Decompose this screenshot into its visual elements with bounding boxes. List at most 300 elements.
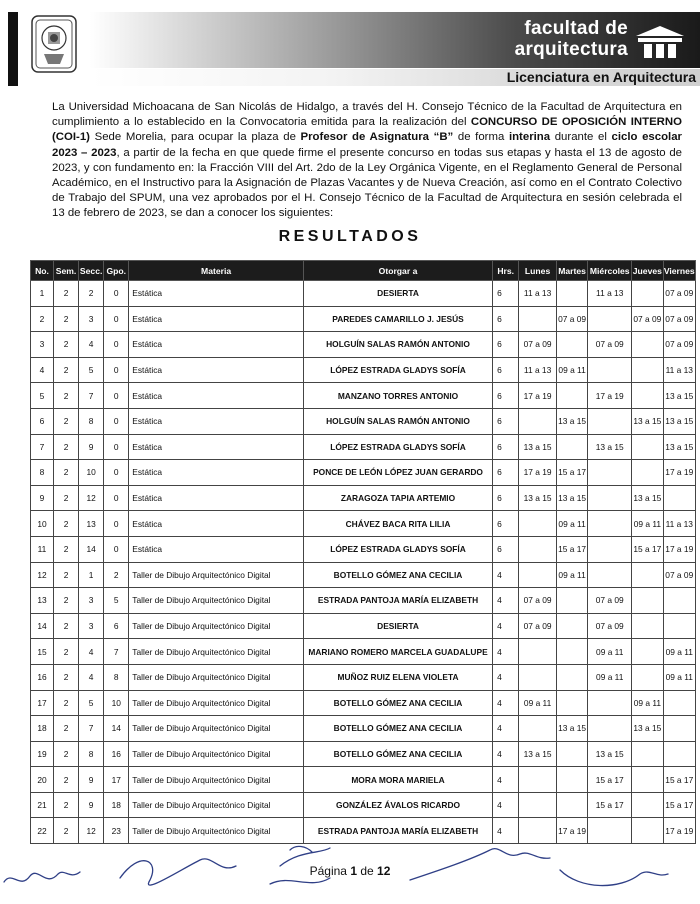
cell-gpo: 8 [104, 664, 129, 690]
cell-martes [556, 664, 587, 690]
cell-no: 14 [31, 613, 54, 639]
cell-otorgar: MUÑOZ RUIZ ELENA VIOLETA [303, 664, 492, 690]
cell-gpo: 5 [104, 588, 129, 614]
cell-secc: 4 [79, 664, 104, 690]
cell-no: 20 [31, 767, 54, 793]
table-row [31, 408, 696, 434]
table-row [31, 792, 696, 818]
faculty-name-line2: arquitectura [514, 39, 628, 60]
cell-viernes: 17 a 19 [663, 460, 695, 486]
cell-sem: 2 [54, 357, 79, 383]
results-title: RESULTADOS [278, 228, 422, 245]
cell-viernes [663, 588, 695, 614]
cell-secc: 12 [79, 485, 104, 511]
cell-materia: Taller de Dibujo Arquitectónico Digital [129, 716, 304, 742]
cell-lunes: 17 a 19 [519, 460, 557, 486]
cell-martes [556, 767, 587, 793]
cell-gpo: 16 [104, 741, 129, 767]
cell-jueves [632, 434, 663, 460]
cell-sem: 2 [54, 408, 79, 434]
cell-sem: 2 [54, 613, 79, 639]
cell-martes [556, 434, 587, 460]
cell-gpo: 0 [104, 408, 129, 434]
cell-lunes: 07 a 09 [519, 588, 557, 614]
cell-miercoles [588, 511, 632, 537]
cell-jueves: 15 a 17 [632, 536, 663, 562]
cell-secc: 8 [79, 408, 104, 434]
faculty-logo-icon [634, 24, 686, 60]
column-header-secc: Secc. [79, 261, 104, 281]
cell-jueves [632, 588, 663, 614]
cell-viernes [663, 716, 695, 742]
cell-otorgar: MARIANO ROMERO MARCELA GUADALUPE [303, 639, 492, 665]
cell-martes [556, 281, 587, 307]
cell-materia: Taller de Dibujo Arquitectónico Digital [129, 562, 304, 588]
cell-viernes: 15 a 17 [663, 767, 695, 793]
cell-otorgar: BOTELLO GÓMEZ ANA CECILIA [303, 562, 492, 588]
intro-bold-position: Profesor de Asignatura “B” [300, 131, 454, 144]
cell-materia: Taller de Dibujo Arquitectónico Digital [129, 588, 304, 614]
cell-otorgar: DESIERTA [303, 281, 492, 307]
cell-secc: 14 [79, 536, 104, 562]
page-header [8, 12, 700, 86]
table-body [31, 281, 696, 844]
cell-otorgar: ZARAGOZA TAPIA ARTEMIO [303, 485, 492, 511]
table-row [31, 767, 696, 793]
cell-jueves [632, 460, 663, 486]
cell-lunes: 13 a 15 [519, 485, 557, 511]
cell-secc: 3 [79, 613, 104, 639]
page-current: 1 [350, 864, 357, 878]
cell-no: 15 [31, 639, 54, 665]
cell-viernes [663, 741, 695, 767]
cell-materia: Estática [129, 536, 304, 562]
cell-miercoles: 11 a 13 [588, 281, 632, 307]
cell-gpo: 0 [104, 536, 129, 562]
cell-no: 21 [31, 792, 54, 818]
cell-jueves [632, 281, 663, 307]
cell-miercoles [588, 562, 632, 588]
cell-no: 18 [31, 716, 54, 742]
column-header-martes: Martes [556, 261, 587, 281]
column-header-jueves: Jueves [632, 261, 663, 281]
cell-hrs: 6 [493, 485, 519, 511]
cell-miercoles: 07 a 09 [588, 588, 632, 614]
cell-jueves [632, 639, 663, 665]
cell-miercoles: 15 a 17 [588, 792, 632, 818]
cell-no: 10 [31, 511, 54, 537]
cell-jueves: 09 a 11 [632, 511, 663, 537]
table-row [31, 434, 696, 460]
cell-jueves [632, 767, 663, 793]
cell-otorgar: MORA MORA MARIELA [303, 767, 492, 793]
cell-jueves [632, 383, 663, 409]
cell-sem: 2 [54, 818, 79, 844]
cell-materia: Taller de Dibujo Arquitectónico Digital [129, 767, 304, 793]
cell-miercoles [588, 306, 632, 332]
cell-martes [556, 383, 587, 409]
cell-secc: 10 [79, 460, 104, 486]
column-header-otorgar: Otorgar a [303, 261, 492, 281]
cell-miercoles [588, 460, 632, 486]
cell-lunes: 17 a 19 [519, 383, 557, 409]
cell-gpo: 18 [104, 792, 129, 818]
cell-secc: 7 [79, 383, 104, 409]
cell-sem: 2 [54, 690, 79, 716]
cell-otorgar: BOTELLO GÓMEZ ANA CECILIA [303, 690, 492, 716]
intro-text-2: Sede Morelia, para ocupar la plaza de [89, 131, 301, 144]
cell-otorgar: HOLGUÍN SALAS RAMÓN ANTONIO [303, 408, 492, 434]
table-row [31, 588, 696, 614]
cell-jueves: 09 a 11 [632, 690, 663, 716]
cell-lunes: 09 a 11 [519, 690, 557, 716]
cell-sem: 2 [54, 792, 79, 818]
cell-miercoles [588, 818, 632, 844]
table-row [31, 690, 696, 716]
cell-no: 9 [31, 485, 54, 511]
cell-viernes: 15 a 17 [663, 792, 695, 818]
cell-materia: Estática [129, 357, 304, 383]
cell-viernes: 17 a 19 [663, 536, 695, 562]
university-seal-icon [30, 14, 78, 74]
cell-jueves [632, 562, 663, 588]
cell-lunes [519, 639, 557, 665]
cell-jueves [632, 664, 663, 690]
cell-materia: Taller de Dibujo Arquitectónico Digital [129, 792, 304, 818]
table-row [31, 639, 696, 665]
cell-sem: 2 [54, 511, 79, 537]
cell-hrs: 4 [493, 613, 519, 639]
cell-martes: 15 a 17 [556, 536, 587, 562]
cell-lunes: 07 a 09 [519, 613, 557, 639]
cell-materia: Estática [129, 485, 304, 511]
cell-miercoles: 07 a 09 [588, 332, 632, 358]
column-header-viernes: Viernes [663, 261, 695, 281]
cell-viernes [663, 485, 695, 511]
cell-no: 8 [31, 460, 54, 486]
cell-lunes [519, 536, 557, 562]
cell-hrs: 6 [493, 281, 519, 307]
cell-no: 16 [31, 664, 54, 690]
cell-gpo: 2 [104, 562, 129, 588]
cell-gpo: 17 [104, 767, 129, 793]
cell-viernes: 07 a 09 [663, 332, 695, 358]
cell-no: 2 [31, 306, 54, 332]
table-row [31, 485, 696, 511]
cell-sem: 2 [54, 664, 79, 690]
cell-martes: 15 a 17 [556, 460, 587, 486]
cell-hrs: 4 [493, 664, 519, 690]
cell-miercoles [588, 536, 632, 562]
column-header-materia: Materia [129, 261, 304, 281]
cell-miercoles [588, 357, 632, 383]
cell-martes [556, 690, 587, 716]
cell-gpo: 0 [104, 332, 129, 358]
cell-viernes: 13 a 15 [663, 383, 695, 409]
cell-miercoles: 13 a 15 [588, 434, 632, 460]
cell-gpo: 14 [104, 716, 129, 742]
cell-materia: Taller de Dibujo Arquitectónico Digital [129, 639, 304, 665]
cell-martes: 07 a 09 [556, 306, 587, 332]
cell-hrs: 4 [493, 588, 519, 614]
results-table [30, 260, 696, 844]
cell-otorgar: GONZÁLEZ ÁVALOS RICARDO [303, 792, 492, 818]
cell-materia: Taller de Dibujo Arquitectónico Digital [129, 690, 304, 716]
cell-sem: 2 [54, 767, 79, 793]
cell-gpo: 0 [104, 383, 129, 409]
cell-sem: 2 [54, 332, 79, 358]
cell-no: 13 [31, 588, 54, 614]
cell-sem: 2 [54, 434, 79, 460]
cell-secc: 2 [79, 281, 104, 307]
cell-secc: 5 [79, 690, 104, 716]
cell-viernes: 11 a 13 [663, 511, 695, 537]
cell-jueves: 07 a 09 [632, 306, 663, 332]
cell-gpo: 0 [104, 485, 129, 511]
intro-bold-cycle: ciclo escolar 2023 – 2023 [52, 131, 682, 159]
header-accent-bar [8, 12, 18, 86]
intro-text-5: , a partir de la fecha en que quede firme el presente concurso en todas sus etapas y hasta el 13 de agosto de 2023, y con fundamento en: la Fracción VIII del Art. 2do de la Ley Orgánica Vigente, en el Reglamento General de Personal Académico, en el Instructivo para la Asignación de Plazas Vacantes y de Nueva Creación, así como en el Contrato Colectivo de Trabajo del SPUM, una vez aprobados por el H. Consejo Técnico de la Facultad de Arquitectura en sesión celebrada el 13 de febrero de 2023, se dan a conocer los siguientes: [52, 146, 682, 220]
cell-hrs: 6 [493, 536, 519, 562]
intro-paragraph [52, 100, 682, 222]
cell-lunes: 13 a 15 [519, 741, 557, 767]
cell-miercoles: 09 a 11 [588, 664, 632, 690]
cell-sem: 2 [54, 485, 79, 511]
table-row [31, 562, 696, 588]
cell-hrs: 4 [493, 562, 519, 588]
cell-materia: Estática [129, 383, 304, 409]
cell-sem: 2 [54, 639, 79, 665]
cell-sem: 2 [54, 460, 79, 486]
cell-lunes: 13 a 15 [519, 434, 557, 460]
page-footer [0, 864, 700, 878]
cell-miercoles: 09 a 11 [588, 639, 632, 665]
cell-hrs: 4 [493, 818, 519, 844]
cell-jueves: 13 a 15 [632, 408, 663, 434]
table-header-row [31, 261, 696, 281]
cell-materia: Estática [129, 434, 304, 460]
cell-secc: 9 [79, 767, 104, 793]
cell-martes [556, 332, 587, 358]
cell-miercoles [588, 716, 632, 742]
cell-viernes: 07 a 09 [663, 306, 695, 332]
cell-materia: Estática [129, 332, 304, 358]
cell-hrs: 4 [493, 767, 519, 793]
cell-gpo: 0 [104, 357, 129, 383]
cell-otorgar: BOTELLO GÓMEZ ANA CECILIA [303, 716, 492, 742]
intro-text-4: durante el [550, 131, 612, 144]
cell-gpo: 0 [104, 281, 129, 307]
cell-viernes: 09 a 11 [663, 664, 695, 690]
cell-martes: 09 a 11 [556, 357, 587, 383]
cell-no: 3 [31, 332, 54, 358]
cell-viernes: 13 a 15 [663, 408, 695, 434]
cell-otorgar: ESTRADA PANTOJA MARÍA ELIZABETH [303, 588, 492, 614]
cell-materia: Estática [129, 281, 304, 307]
cell-secc: 8 [79, 741, 104, 767]
cell-sem: 2 [54, 383, 79, 409]
cell-secc: 9 [79, 434, 104, 460]
cell-miercoles: 15 a 17 [588, 767, 632, 793]
cell-otorgar: MANZANO TORRES ANTONIO [303, 383, 492, 409]
cell-materia: Taller de Dibujo Arquitectónico Digital [129, 818, 304, 844]
cell-lunes [519, 306, 557, 332]
cell-hrs: 6 [493, 357, 519, 383]
cell-sem: 2 [54, 306, 79, 332]
faculty-banner [90, 12, 700, 68]
cell-no: 5 [31, 383, 54, 409]
cell-hrs: 4 [493, 690, 519, 716]
cell-lunes [519, 716, 557, 742]
cell-lunes [519, 767, 557, 793]
cell-materia: Taller de Dibujo Arquitectónico Digital [129, 664, 304, 690]
cell-jueves [632, 792, 663, 818]
cell-no: 4 [31, 357, 54, 383]
table-row [31, 332, 696, 358]
table-row [31, 357, 696, 383]
page-total: 12 [377, 864, 391, 878]
table-row [31, 306, 696, 332]
cell-materia: Estática [129, 306, 304, 332]
cell-hrs: 4 [493, 639, 519, 665]
column-header-gpo: Gpo. [104, 261, 129, 281]
cell-secc: 4 [79, 639, 104, 665]
cell-gpo: 10 [104, 690, 129, 716]
table-row [31, 460, 696, 486]
cell-hrs: 6 [493, 460, 519, 486]
cell-hrs: 6 [493, 511, 519, 537]
cell-gpo: 0 [104, 306, 129, 332]
cell-martes: 13 a 15 [556, 408, 587, 434]
cell-materia: Taller de Dibujo Arquitectónico Digital [129, 613, 304, 639]
cell-martes: 13 a 15 [556, 716, 587, 742]
cell-secc: 9 [79, 792, 104, 818]
intro-bold-contest: CONCURSO DE OPOSICIÓN INTERNO (COI-1) [52, 116, 682, 144]
cell-sem: 2 [54, 741, 79, 767]
cell-hrs: 6 [493, 306, 519, 332]
cell-no: 19 [31, 741, 54, 767]
cell-hrs: 4 [493, 716, 519, 742]
cell-no: 1 [31, 281, 54, 307]
cell-hrs: 6 [493, 434, 519, 460]
cell-gpo: 0 [104, 511, 129, 537]
intro-bold-interim: interina [508, 131, 551, 144]
cell-gpo: 23 [104, 818, 129, 844]
cell-jueves [632, 613, 663, 639]
cell-otorgar: HOLGUÍN SALAS RAMÓN ANTONIO [303, 332, 492, 358]
cell-miercoles [588, 485, 632, 511]
cell-martes [556, 741, 587, 767]
cell-otorgar: LÓPEZ ESTRADA GLADYS SOFÍA [303, 434, 492, 460]
cell-viernes: 07 a 09 [663, 562, 695, 588]
cell-otorgar: ESTRADA PANTOJA MARÍA ELIZABETH [303, 818, 492, 844]
cell-hrs: 4 [493, 741, 519, 767]
cell-viernes: 13 a 15 [663, 434, 695, 460]
cell-materia: Estática [129, 460, 304, 486]
cell-secc: 13 [79, 511, 104, 537]
table-row [31, 383, 696, 409]
cell-martes: 09 a 11 [556, 562, 587, 588]
intro-text-3: de forma [453, 131, 509, 144]
cell-martes: 09 a 11 [556, 511, 587, 537]
cell-sem: 2 [54, 588, 79, 614]
cell-lunes [519, 408, 557, 434]
cell-viernes: 09 a 11 [663, 639, 695, 665]
program-name: Licenciatura en Arquitectura [506, 69, 696, 85]
cell-martes [556, 613, 587, 639]
cell-hrs: 4 [493, 792, 519, 818]
cell-hrs: 6 [493, 383, 519, 409]
table-row [31, 818, 696, 844]
table-row [31, 741, 696, 767]
cell-jueves [632, 818, 663, 844]
cell-no: 22 [31, 818, 54, 844]
cell-jueves: 13 a 15 [632, 716, 663, 742]
cell-viernes: 07 a 09 [663, 281, 695, 307]
cell-secc: 5 [79, 357, 104, 383]
cell-sem: 2 [54, 562, 79, 588]
cell-secc: 7 [79, 716, 104, 742]
cell-miercoles [588, 408, 632, 434]
cell-gpo: 7 [104, 639, 129, 665]
cell-lunes [519, 562, 557, 588]
cell-sem: 2 [54, 281, 79, 307]
cell-secc: 1 [79, 562, 104, 588]
cell-materia: Estática [129, 511, 304, 537]
cell-martes [556, 792, 587, 818]
cell-hrs: 6 [493, 408, 519, 434]
cell-sem: 2 [54, 716, 79, 742]
cell-otorgar: PAREDES CAMARILLO J. JESÚS [303, 306, 492, 332]
cell-lunes: 11 a 13 [519, 357, 557, 383]
program-banner [90, 69, 700, 86]
cell-otorgar: PONCE DE LEÓN LÓPEZ JUAN GERARDO [303, 460, 492, 486]
cell-no: 6 [31, 408, 54, 434]
cell-martes [556, 639, 587, 665]
cell-martes [556, 588, 587, 614]
column-header-hrs: Hrs. [493, 261, 519, 281]
cell-secc: 4 [79, 332, 104, 358]
cell-lunes [519, 818, 557, 844]
cell-materia: Estática [129, 408, 304, 434]
faculty-name-line1: facultad de [524, 18, 628, 39]
cell-lunes [519, 664, 557, 690]
cell-viernes [663, 690, 695, 716]
intro-text-1: La Universidad Michoacana de San Nicolás de Hidalgo, a través del H. Consejo Técnico de la Facultad de Arquitectura en cumplimiento a lo establecido en la Convocatoria emitida para la realización del [52, 101, 682, 129]
cell-otorgar: BOTELLO GÓMEZ ANA CECILIA [303, 741, 492, 767]
table-row [31, 536, 696, 562]
cell-jueves [632, 741, 663, 767]
cell-miercoles: 07 a 09 [588, 613, 632, 639]
cell-secc: 3 [79, 588, 104, 614]
page-label: Página [309, 864, 351, 878]
table-row [31, 281, 696, 307]
cell-no: 11 [31, 536, 54, 562]
cell-martes: 13 a 15 [556, 485, 587, 511]
cell-lunes [519, 792, 557, 818]
cell-miercoles: 17 a 19 [588, 383, 632, 409]
cell-miercoles: 13 a 15 [588, 741, 632, 767]
column-header-miercoles: Miércoles [588, 261, 632, 281]
column-header-sem: Sem. [54, 261, 79, 281]
cell-lunes [519, 511, 557, 537]
cell-gpo: 0 [104, 460, 129, 486]
page-of-label: de [357, 864, 378, 878]
cell-otorgar: DESIERTA [303, 613, 492, 639]
cell-gpo: 6 [104, 613, 129, 639]
cell-viernes [663, 613, 695, 639]
cell-jueves [632, 357, 663, 383]
